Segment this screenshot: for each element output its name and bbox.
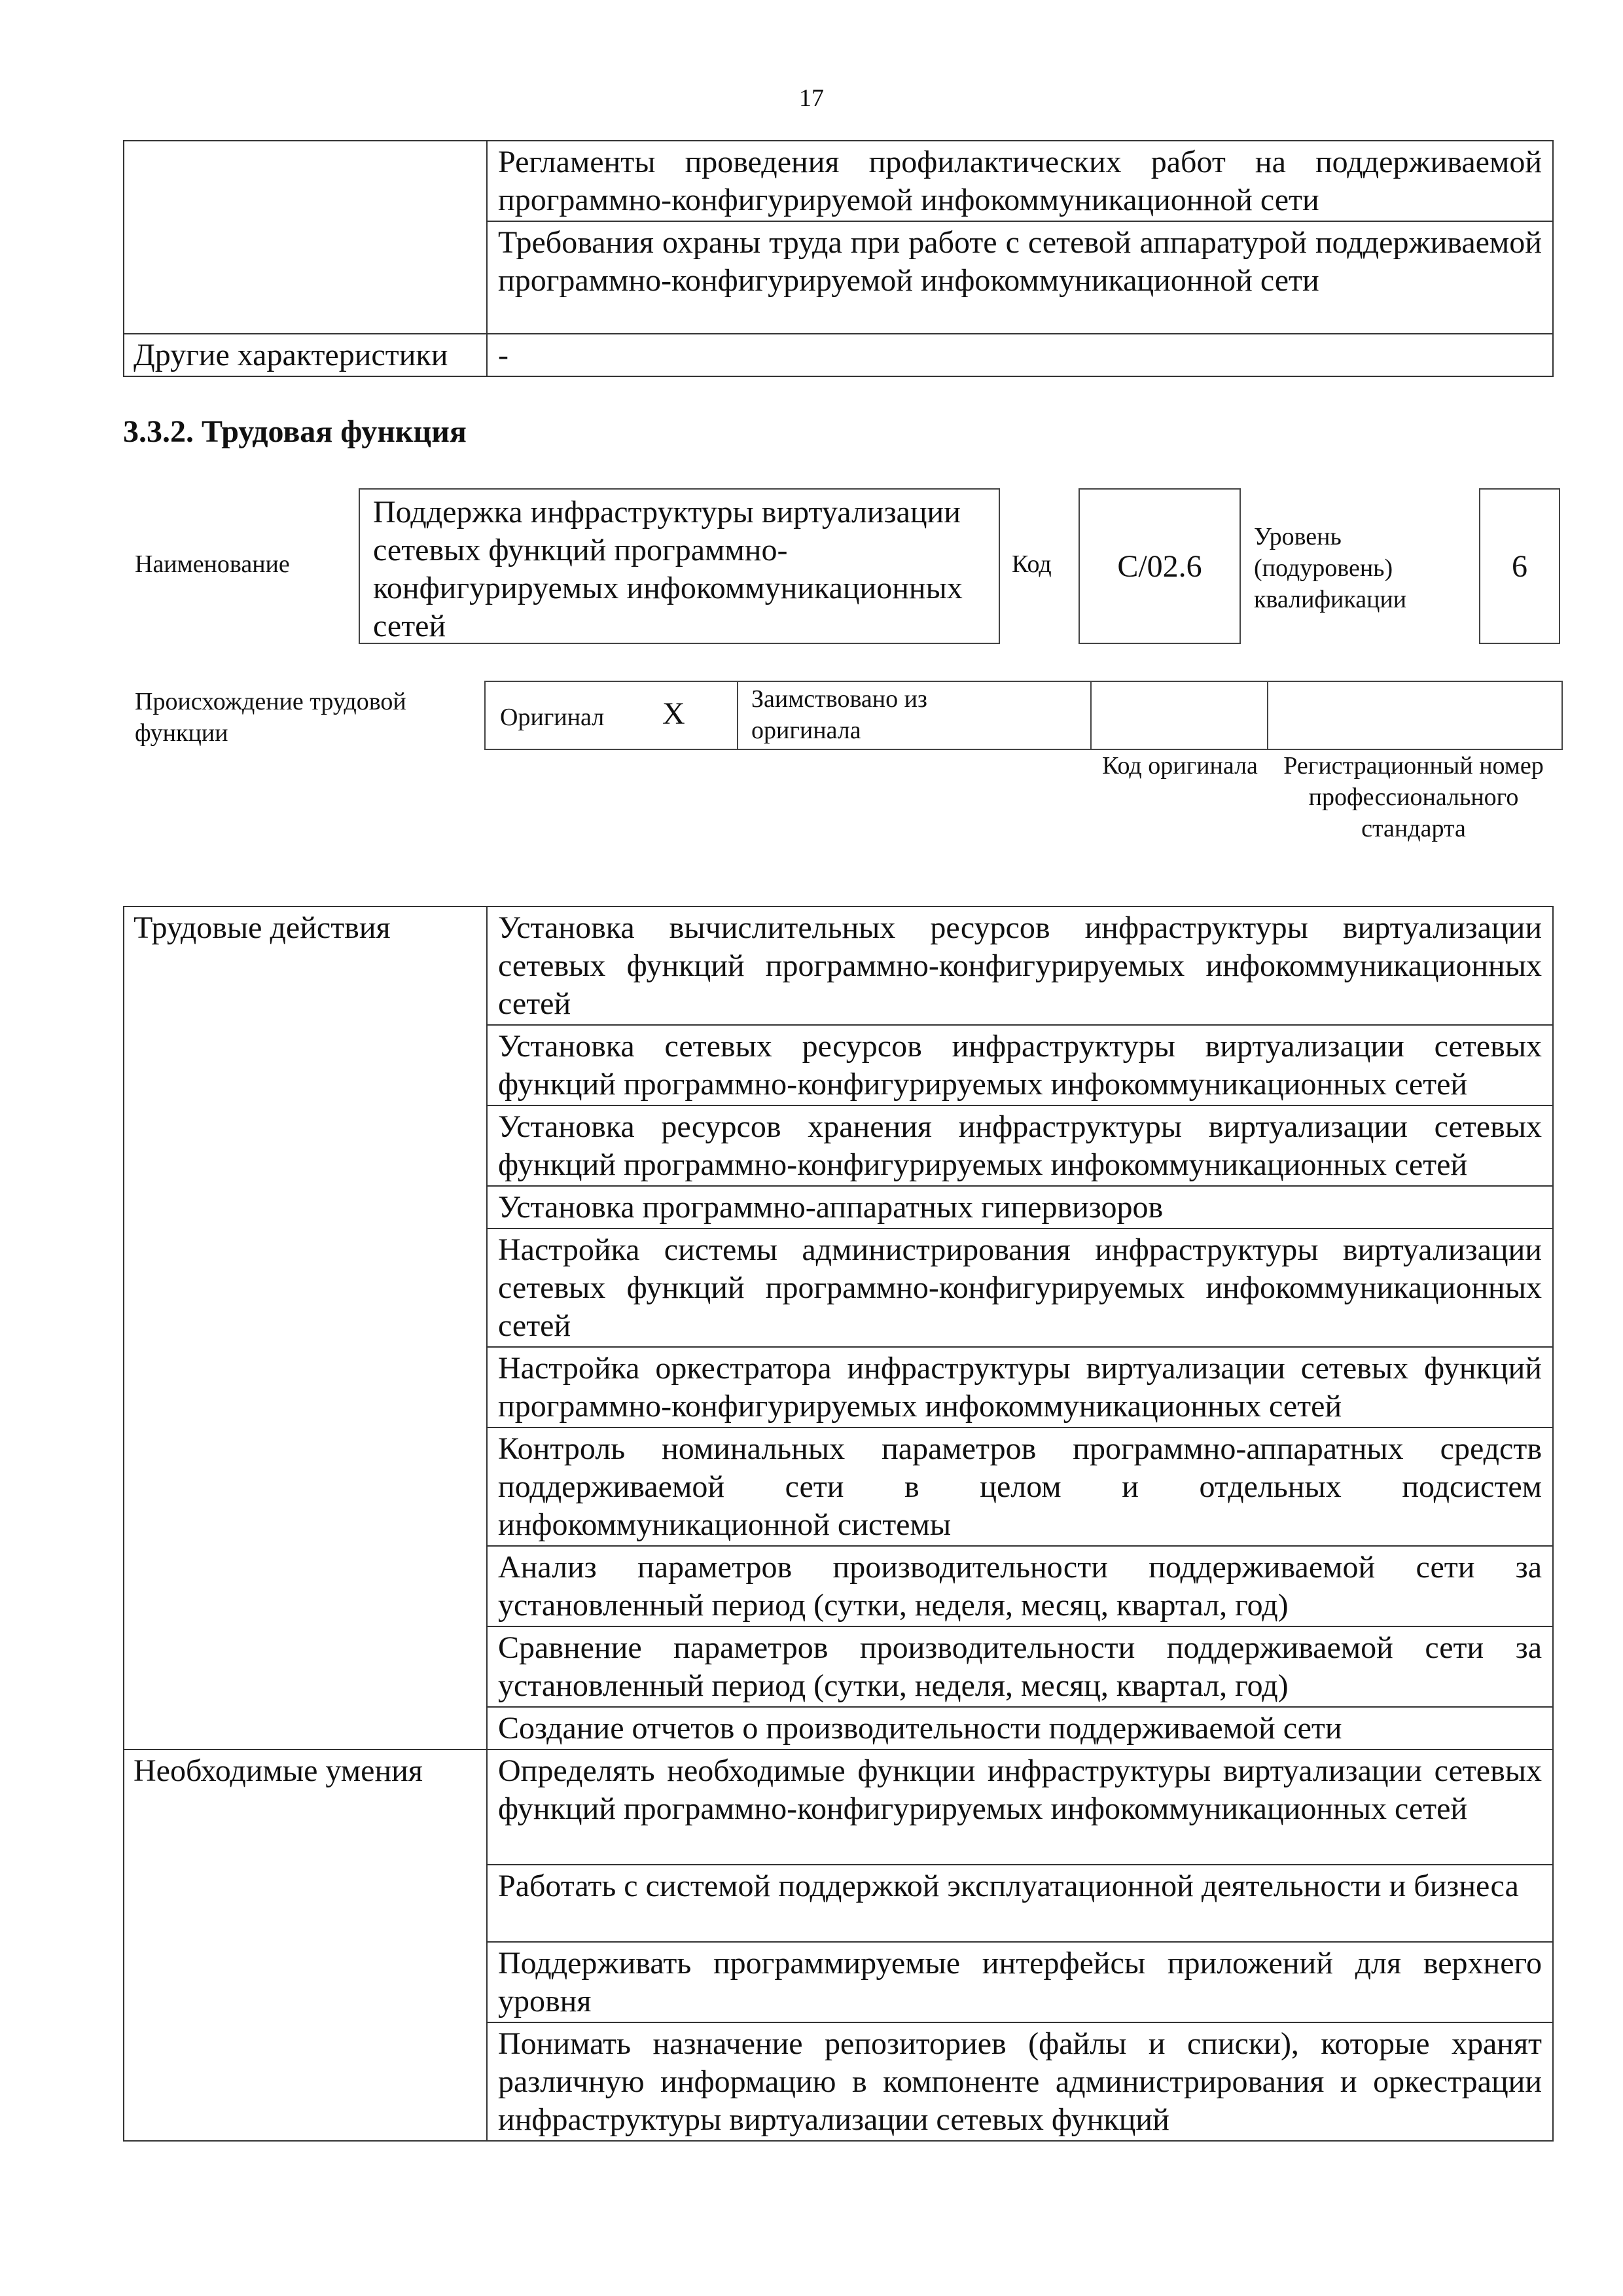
labor-action-item: Установка вычислительных ресурсов инфраструктуры виртуализации сетевых функций программно-конфигурируемых инфокоммуникационных сетей bbox=[487, 906, 1553, 1025]
labor-action-item: Установка ресурсов хранения инфраструктуры виртуализации сетевых функций программно-конфигурируемых инфокоммуникационных сетей bbox=[487, 1105, 1553, 1186]
registration-number-caption: Регистрационный номер профессионального стандарта bbox=[1283, 752, 1544, 842]
origin-divider-right bbox=[1561, 682, 1563, 749]
function-name-value: Поддержка инфраструктуры виртуализации сетевых функций программно-конфигурируемых инфокоммуникационных сетей bbox=[373, 495, 963, 643]
origin-divider-1 bbox=[737, 682, 738, 749]
skill-item: Понимать назначение репозиториев (файлы и списки), которые хранят различную информацию в компоненте администрирования и оркестрации инфраструктуры виртуализации сетевых функций bbox=[487, 2022, 1553, 2141]
level-value: 6 bbox=[1512, 549, 1527, 584]
page-number: 17 bbox=[799, 84, 824, 112]
origin-divider-left bbox=[484, 682, 486, 749]
top-table-row-1: Регламенты проведения профилактических работ на поддерживаемой программно-конфигурируемой инфокоммуникационной сети bbox=[487, 141, 1553, 221]
original-mark: X bbox=[662, 696, 685, 731]
code-label: Код bbox=[1012, 550, 1052, 578]
skill-item: Определять необходимые функции инфраструктуры виртуализации сетевых функций программно-конфигурируемых инфокоммуникационных сетей bbox=[487, 1749, 1553, 1865]
labor-action-item: Настройка системы администрирования инфраструктуры виртуализации сетевых функций программно-конфигурируемых инфокоммуникационных сетей bbox=[487, 1229, 1553, 1347]
section-heading: 3.3.2. Трудовая функция bbox=[123, 414, 467, 449]
labor-action-item: Анализ параметров производительности поддерживаемой сети за установленный период (сутки, неделя, месяц, квартал, год) bbox=[487, 1546, 1553, 1626]
origin-divider-3 bbox=[1267, 682, 1268, 749]
labor-action-item: Сравнение параметров производительности поддерживаемой сети за установленный период (сутки, неделя, месяц, квартал, год) bbox=[487, 1626, 1553, 1707]
labor-actions-label: Трудовые действия bbox=[124, 906, 487, 1749]
labor-action-item: Установка сетевых ресурсов инфраструктуры виртуализации сетевых функций программно-конфигурируемых инфокоммуникационных сетей bbox=[487, 1025, 1553, 1105]
labor-action-item: Контроль номинальных параметров программно-аппаратных средств поддерживаемой сети в целом и отдельных подсистем инфокоммуникационной системы bbox=[487, 1427, 1553, 1546]
function-name-box bbox=[359, 488, 1000, 644]
name-label: Наименование bbox=[135, 550, 290, 578]
origin-divider-2 bbox=[1090, 682, 1092, 749]
code-box bbox=[1079, 488, 1241, 644]
code-original-caption: Код оригинала bbox=[1102, 752, 1258, 780]
level-label: Уровень (подуровень) квалификации bbox=[1254, 523, 1407, 613]
main-table bbox=[123, 906, 1554, 2142]
borrowed-label: Заимствовано из оригинала bbox=[751, 685, 927, 744]
top-table-row-2: Требования охраны труда при работе с сетевой аппаратурой поддерживаемой программно-конфигурируемой инфокоммуникационной сети bbox=[487, 221, 1553, 334]
level-box bbox=[1479, 488, 1560, 644]
skills-label: Необходимые умения bbox=[124, 1749, 487, 2141]
labor-action-item: Настройка оркестратора инфраструктуры виртуализации сетевых функций программно-конфигурируемых инфокоммуникационных сетей bbox=[487, 1347, 1553, 1427]
origin-label: Происхождение трудовой функции bbox=[135, 688, 406, 747]
top-table bbox=[123, 140, 1554, 377]
other-characteristics-label: Другие характеристики bbox=[124, 334, 487, 376]
labor-action-item: Создание отчетов о производительности поддерживаемой сети bbox=[487, 1707, 1553, 1749]
skill-item: Поддерживать программируемые интерфейсы приложений для верхнего уровня bbox=[487, 1942, 1553, 2022]
code-value: C/02.6 bbox=[1117, 549, 1202, 584]
top-table-empty-label-cell bbox=[124, 141, 487, 334]
other-characteristics-value: - bbox=[487, 334, 1553, 376]
origin-row bbox=[484, 681, 1563, 750]
labor-action-item: Установка программно-аппаратных гипервизоров bbox=[487, 1186, 1553, 1229]
original-label: Оригинал bbox=[500, 704, 605, 731]
skill-item: Работать с системой поддержкой эксплуатационной деятельности и бизнеса bbox=[487, 1865, 1553, 1942]
